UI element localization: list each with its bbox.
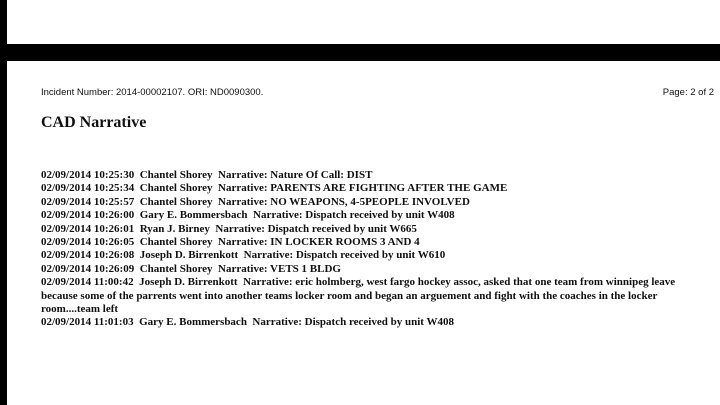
top-border-bar — [0, 44, 720, 61]
narrative-list — [41, 169, 711, 330]
page-number: Page: 2 of 2 — [662, 87, 714, 98]
narrative-entry: 02/09/2014 10:25:57 Chantel Shorey Narrative: NO WEAPONS, 4-5PEOPLE INVOLVED — [41, 195, 470, 208]
narrative-entry: 02/09/2014 10:26:09 Chantel Shorey Narrative: VETS 1 BLDG — [41, 262, 341, 275]
narrative-entry: 02/09/2014 10:26:05 Chantel Shorey Narrative: IN LOCKER ROOMS 3 AND 4 — [41, 236, 420, 249]
narrative-entry: 02/09/2014 10:26:00 Gary E. Bommersbach Narrative: Dispatch received by unit W408 — [41, 209, 455, 222]
narrative-entry: 02/09/2014 10:26:01 Ryan J. Birney Narrative: Dispatch received by unit W665 — [41, 222, 417, 235]
narrative-entry: 02/09/2014 10:25:34 Chantel Shorey Narrative: PARENTS ARE FIGHTING AFTER THE GAME — [41, 182, 508, 195]
narrative-entry: 02/09/2014 10:25:30 Chantel Shorey Narrative: Nature Of Call: DIST — [41, 169, 373, 181]
narrative-entry: 02/09/2014 11:00:42 Joseph D. Birrenkott Narrative: eric holmberg, west fargo hockey assoc, asked that one team from winnipeg leave because some of the parrents went into another teams locker room and began an arguement and fight with the coaches in the locker room....team left — [41, 276, 678, 316]
page-title: CAD Narrative — [41, 114, 147, 131]
incident-number: Incident Number: 2014-00002107. ORI: ND0090300. — [41, 87, 264, 98]
narrative-entry: 02/09/2014 11:01:03 Gary E. Bommersbach Narrative: Dispatch received by unit W408 — [41, 316, 454, 329]
narrative-entry: 02/09/2014 10:26:08 Joseph D. Birrenkott Narrative: Dispatch received by unit W610 — [41, 249, 446, 262]
document-page — [7, 61, 720, 405]
